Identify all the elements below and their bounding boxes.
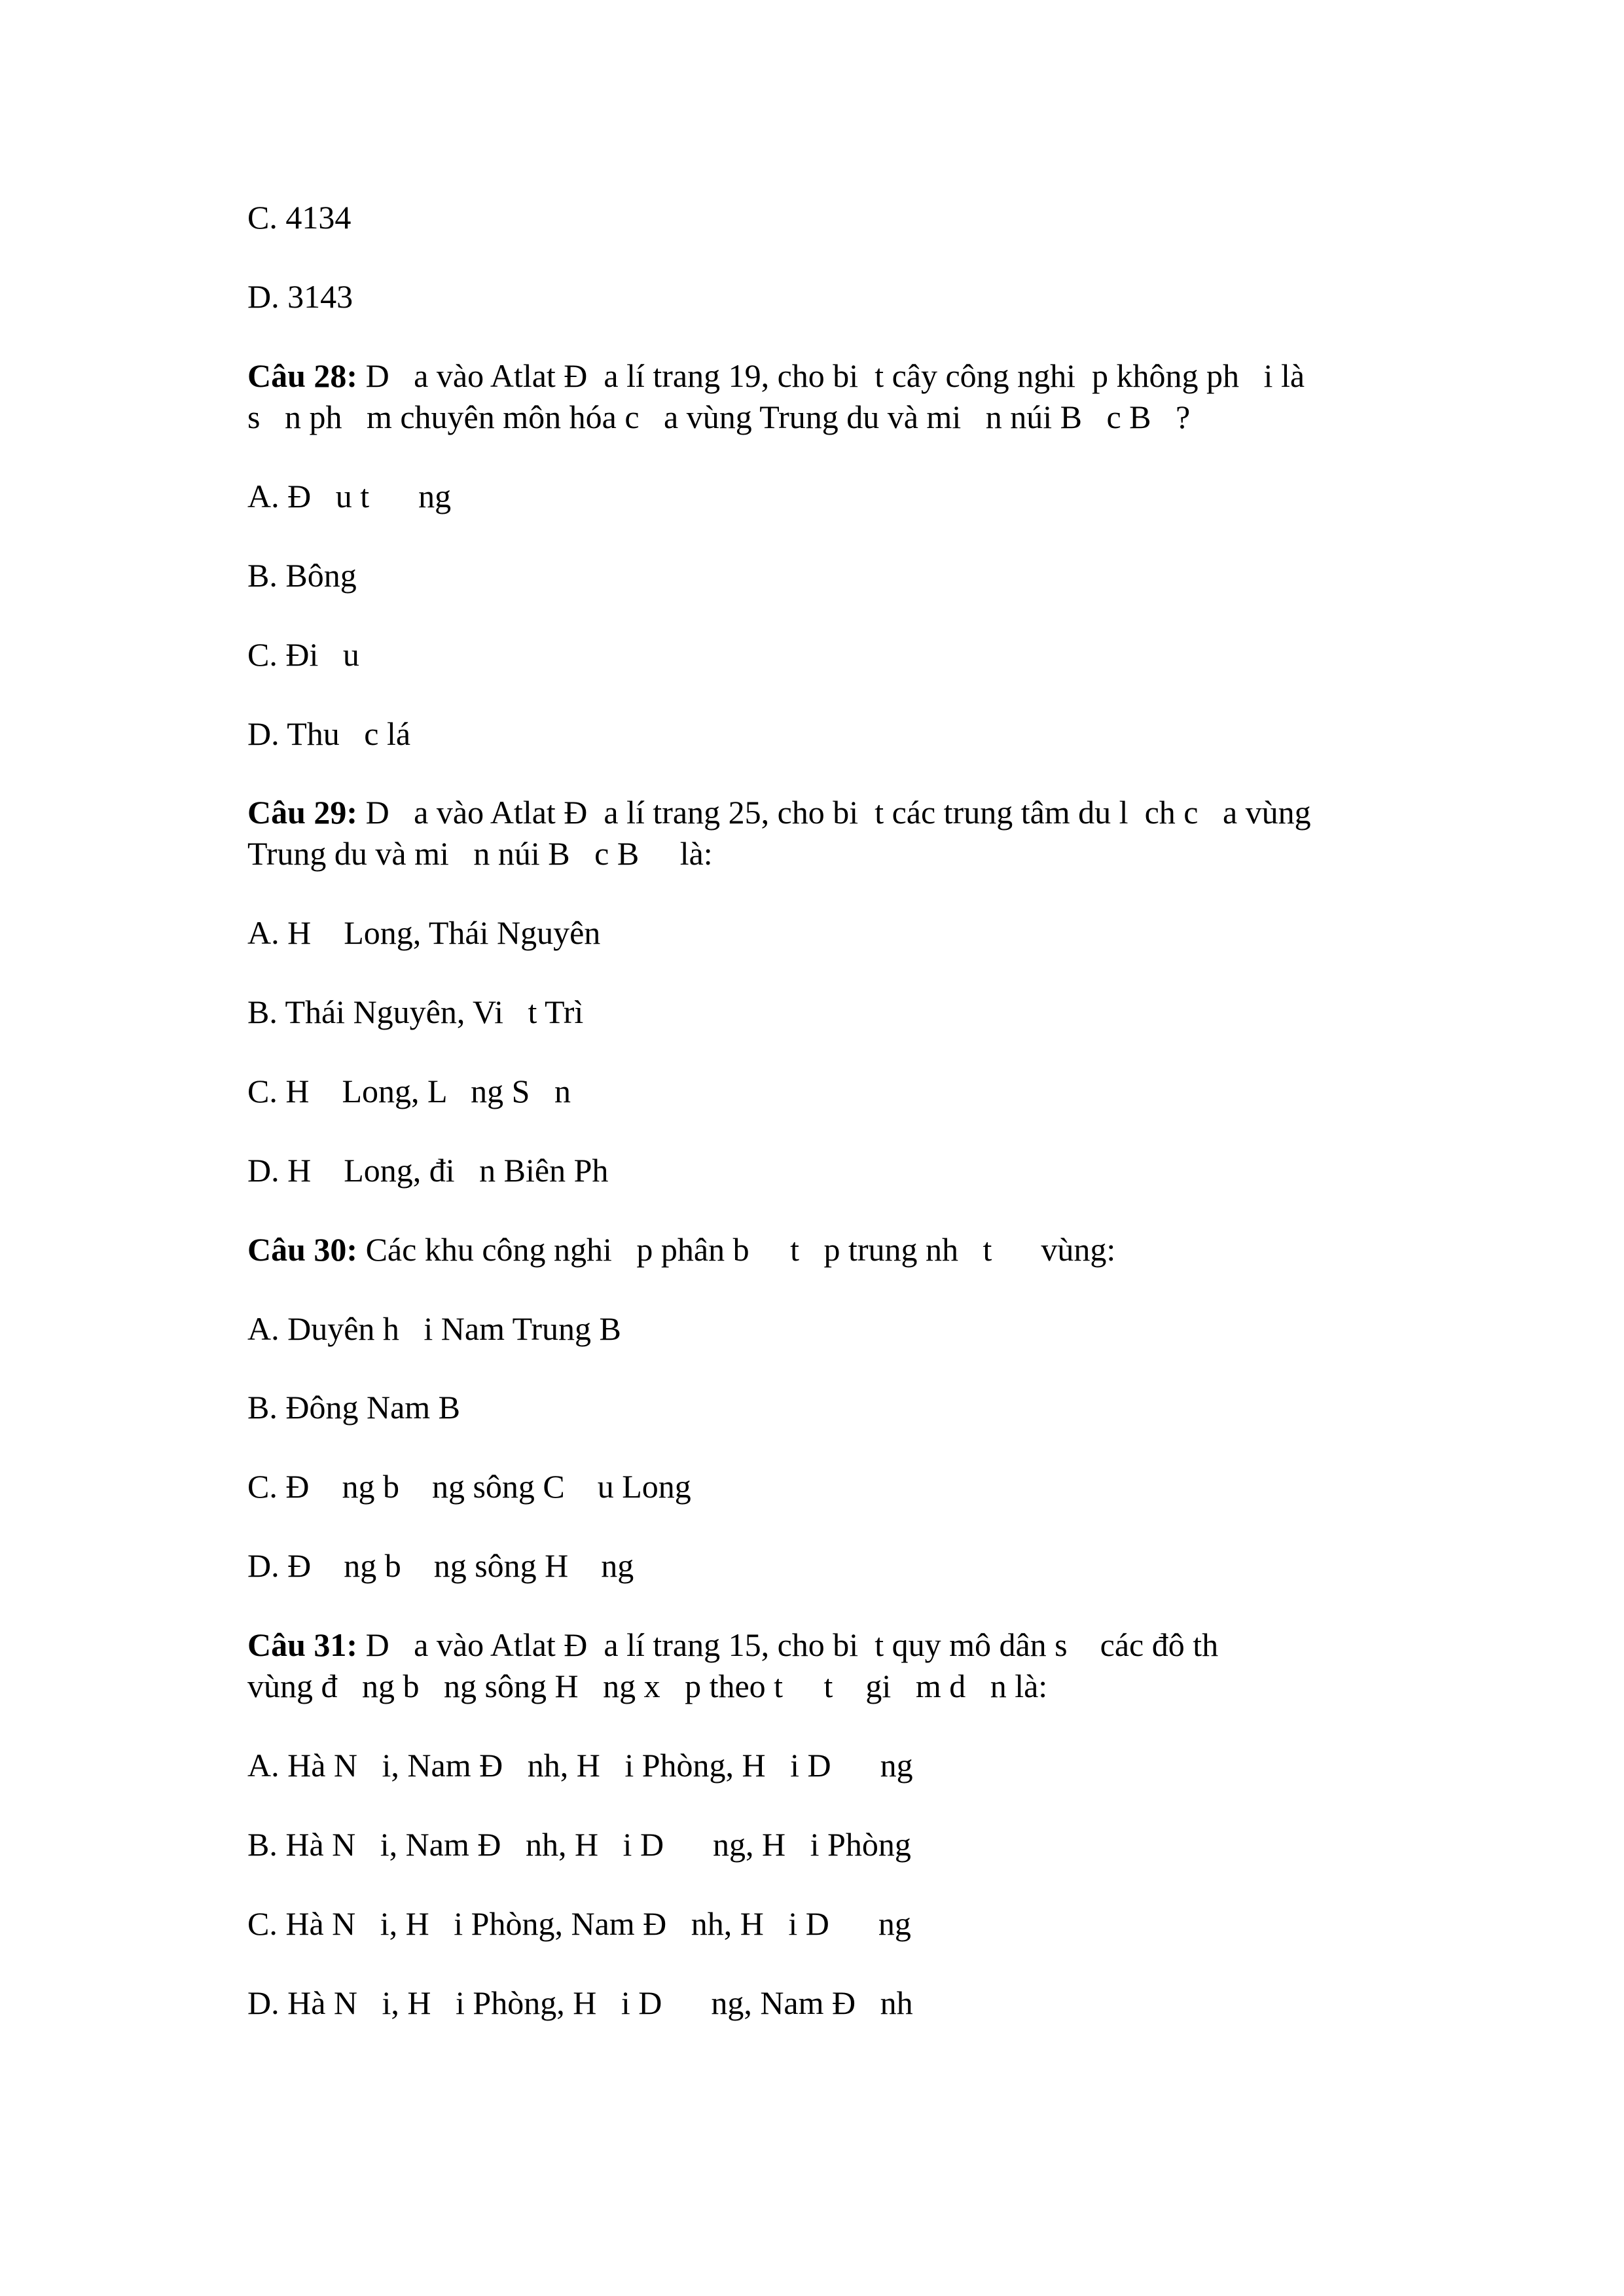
question-31-option-d: D. Hà N i, H i Phòng, H i D ng, Nam Đ nh: [247, 1984, 913, 2021]
question-29-option-a: A. H Long, Thái Nguyên: [247, 914, 601, 951]
question-29-option-b: B. Thái Nguyên, Vi t Trì: [247, 994, 584, 1030]
question-31-option-c: C. Hà N i, H i Phòng, Nam Đ nh, H i D ng: [247, 1905, 911, 1942]
question-30-option-b: B. Đông Nam B: [247, 1389, 460, 1426]
question-28-option-c: C. Đi u: [247, 636, 359, 673]
question-29-option-d: D. H Long, đi n Biên Ph: [247, 1152, 609, 1189]
question-29-line-1: [247, 791, 1311, 833]
question-31-text-1: D a vào Atlat Đ a lí trang 15, cho bi t quy mô dân s các đô th: [357, 1626, 1219, 1663]
question-30-line-1: [247, 1229, 1115, 1270]
question-31-line-1: [247, 1624, 1218, 1666]
question-28-text-1: D a vào Atlat Đ a lí trang 19, cho bi t cây công nghi p không ph i là: [357, 357, 1305, 394]
question-31-label: Câu 31:: [247, 1626, 358, 1663]
prev-option-c: C. 4134: [247, 199, 352, 236]
question-28-line-1: [247, 355, 1305, 397]
question-29-text-1: D a vào Atlat Đ a lí trang 25, cho bi t các trung tâm du l ch c a vùng: [357, 794, 1311, 831]
question-29-text-2: Trung du và mi n núi B c B là:: [247, 835, 713, 872]
question-30-option-d: D. Đ ng b ng sông H ng: [247, 1547, 634, 1584]
question-30-label: Câu 30:: [247, 1231, 358, 1268]
question-31-option-a: A. Hà N i, Nam Đ nh, H i Phòng, H i D ng: [247, 1747, 913, 1784]
question-31-text-2: vùng đ ng b ng sông H ng x p theo t t gi m d n là:: [247, 1668, 1048, 1704]
question-30-option-a: A. Duyên h i Nam Trung B: [247, 1310, 621, 1347]
question-29-option-c: C. H Long, L ng S n: [247, 1073, 571, 1109]
question-28-label: Câu 28:: [247, 357, 358, 394]
question-28-option-a: A. Đ u t ng: [247, 478, 452, 514]
question-30-text-1: Các khu công nghi p phân b t p trung nh t vùng:: [357, 1231, 1116, 1268]
question-28-text-2: s n ph m chuyên môn hóa c a vùng Trung du và mi n núi B c B ?: [247, 399, 1191, 435]
question-31-option-b: B. Hà N i, Nam Đ nh, H i D ng, H i Phòng: [247, 1826, 911, 1863]
question-28-option-b: B. Bông: [247, 557, 357, 594]
question-29-label: Câu 29:: [247, 794, 358, 831]
question-28-option-d: D. Thu c lá: [247, 715, 411, 752]
prev-option-d: D. 3143: [247, 278, 353, 315]
question-30-option-c: C. Đ ng b ng sông C u Long: [247, 1468, 691, 1505]
